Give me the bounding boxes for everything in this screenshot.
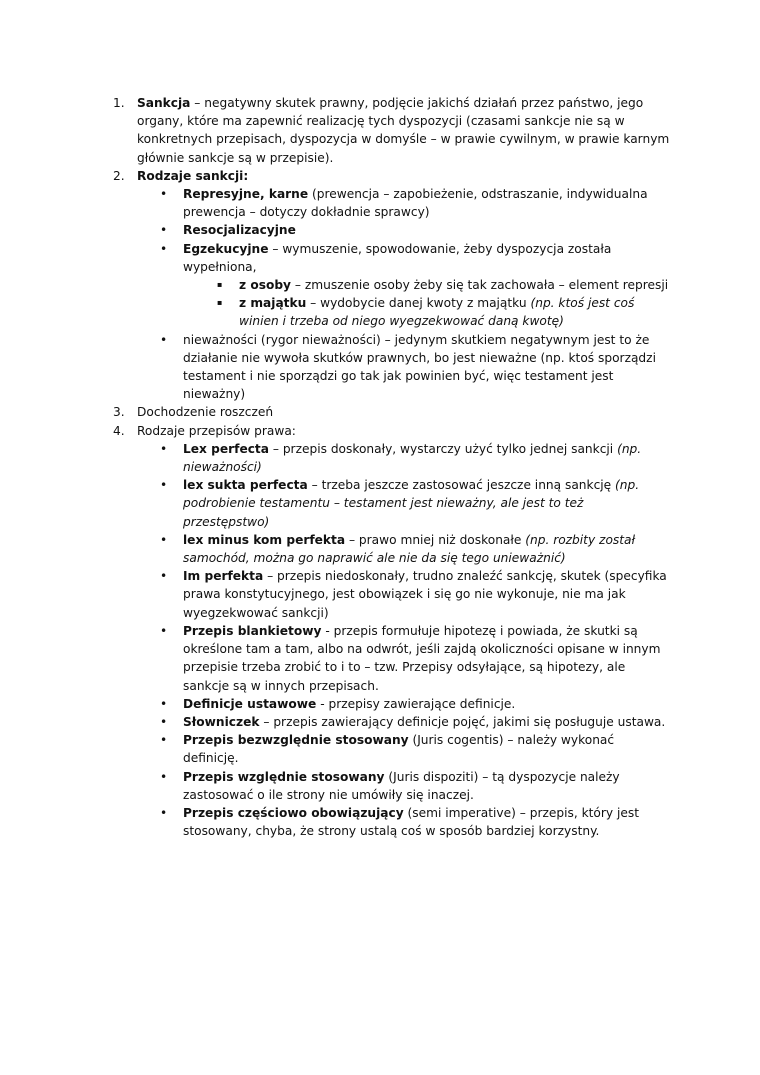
- item-number: 2.: [113, 168, 125, 183]
- bullet-body: [183, 804, 673, 840]
- bold-term: lex sukta perfecta: [183, 478, 308, 493]
- item-text: Rodzaje przepisów prawa:: [137, 423, 296, 438]
- bullet-item: [113, 531, 673, 567]
- square-bullet-item: [113, 294, 673, 330]
- bullet-body: [183, 713, 673, 731]
- item-text: – przepis niedoskonały, trudno znaleźć sankcję, skutek (specyfika prawa konstytucyjnego, jest obowiązek i się go nie wykonuje, nie ma jak wyegzekwować sankcji): [183, 569, 667, 620]
- bold-term: Lex perfecta: [183, 441, 269, 456]
- bullet-item: [113, 768, 673, 804]
- bullet-item: [113, 221, 673, 239]
- numbered-item: [113, 403, 673, 421]
- item-body: [137, 403, 673, 421]
- square-bullet-item: [113, 276, 673, 294]
- item-text: Dochodzenie roszczeń: [137, 405, 274, 420]
- item-text: - przepisy zawierające definicje.: [316, 696, 516, 711]
- bullet-marker: •: [160, 478, 168, 493]
- bullet-body: [183, 695, 673, 713]
- bold-term: Przepis bezwzględnie stosowany: [183, 733, 409, 748]
- bold-term: Im perfekta: [183, 569, 264, 584]
- bullet-marker: •: [160, 532, 168, 547]
- bullet-marker: •: [160, 441, 168, 456]
- square-bullet-body: [239, 294, 673, 330]
- bullet-body: [183, 531, 673, 567]
- item-text: (semi imperative) – przepis, który jest stosowany, chyba, że strony ustalą coś w sposób bardziej korzystny.: [183, 805, 639, 839]
- bold-term: Rodzaje sankcji:: [137, 168, 249, 183]
- bullet-body: [183, 476, 673, 531]
- bullet-body: [183, 240, 673, 276]
- italic-example: (np. ktoś jest coś winien i trzeba od niego wyegzekwować daną kwotę): [239, 296, 635, 329]
- bullet-marker: •: [160, 569, 168, 584]
- item-text: (Juris dispoziti) – tą dyspozycje należy zastosować o ile strony nie umówiły się inaczej.: [183, 769, 620, 802]
- item-number: 1.: [113, 96, 125, 110]
- bullet-marker: •: [160, 696, 168, 711]
- numbered-item: [113, 167, 673, 185]
- item-text: – przepis doskonały, wystarczy użyć tylko jednej sankcji: [268, 441, 618, 456]
- bullet-marker: •: [160, 623, 168, 638]
- item-text: (prewencja – zapobieżenie, odstraszanie, indywidualna prewencja – dotyczy dokładnie sprawcy): [183, 187, 648, 220]
- bullet-item: [113, 440, 673, 476]
- bullet-item: [113, 731, 673, 767]
- bold-term: z osoby: [239, 278, 292, 293]
- item-number: 4.: [113, 423, 125, 438]
- bullet-marker: •: [160, 187, 168, 202]
- bold-term: Sankcja: [137, 96, 191, 110]
- bold-term: Egzekucyjne: [183, 241, 269, 256]
- item-text: – zmuszenie osoby żeby się tak zachowała – element represji: [291, 278, 669, 293]
- bullet-marker: •: [160, 769, 168, 784]
- bullet-marker: •: [160, 223, 168, 238]
- item-text: nieważności (rygor nieważności) – jedynym skutkiem negatywnym jest to że działanie nie wywoła skutków prawnych, bo jest nieważne (np. ktoś sporządzi testament i nie sporządzi go tak jak powinien być, więc testament jest nieważny): [183, 332, 656, 402]
- bullet-item: [113, 804, 673, 840]
- item-text: (Juris cogentis) – należy wykonać definicję.: [183, 733, 615, 766]
- bullet-item: [113, 476, 673, 531]
- item-text: – wydobycie danej kwoty z majątku: [306, 296, 531, 311]
- square-bullet-marker: ▪: [217, 298, 223, 308]
- bullet-body: [183, 221, 673, 239]
- square-bullet-body: [239, 276, 673, 294]
- italic-example: (np. podrobienie testamentu – testament jest nieważny, ale jest to też przestępstwo): [183, 478, 640, 529]
- bold-term: Represyjne, karne: [183, 187, 309, 202]
- bullet-marker: •: [160, 332, 168, 347]
- bullet-marker: •: [160, 714, 168, 729]
- italic-example: (np. nieważności): [183, 441, 642, 475]
- bold-term: z majątku: [239, 296, 307, 311]
- bullet-body: [183, 185, 673, 221]
- bold-term: Resocjalizacyjne: [183, 223, 296, 238]
- bullet-item: [113, 185, 673, 221]
- numbered-item: [113, 94, 673, 167]
- bullet-item: [113, 713, 673, 731]
- bullet-body: [183, 440, 673, 476]
- bold-term: Definicje ustawowe: [183, 696, 317, 711]
- item-body: [137, 94, 673, 167]
- document-body: [113, 94, 673, 840]
- bullet-body: [183, 768, 673, 804]
- bold-term: Przepis względnie stosowany: [183, 769, 385, 784]
- item-text: – przepis zawierający definicje pojęć, jakimi się posługuje ustawa.: [259, 714, 666, 729]
- bullet-marker: •: [160, 733, 168, 748]
- bullet-marker: •: [160, 241, 168, 256]
- item-text: – trzeba jeszcze zastosować jeszcze inną sankcję: [307, 478, 616, 493]
- bullet-body: [183, 567, 673, 622]
- item-text: - przepis formułuje hipotezę i powiada, że skutki są określone tam a tam, albo na odwrót, jeśli zajdą okoliczności opisane w innym przepisie trzeba zrobić to i to – tzw. Przepisy odsyłające, są hipotezy, ale sankcje są w innych przepisach.: [183, 623, 661, 693]
- bullet-marker: •: [160, 805, 168, 820]
- bullet-body: [183, 622, 673, 695]
- bullet-item: [113, 622, 673, 695]
- item-body: [137, 167, 673, 185]
- bullet-item: [113, 695, 673, 713]
- item-number: 3.: [113, 405, 125, 420]
- numbered-item: [113, 422, 673, 440]
- bullet-body: [183, 331, 673, 404]
- bold-term: Przepis częściowo obowiązujący: [183, 805, 404, 820]
- bold-term: Słowniczek: [183, 714, 260, 729]
- bullet-item: [113, 240, 673, 276]
- italic-example: (np. rozbity został samochód, można go naprawić ale nie da się tego unieważnić): [183, 532, 635, 566]
- bullet-item: [113, 567, 673, 622]
- bold-term: lex minus kom perfekta: [183, 532, 346, 547]
- bullet-body: [183, 731, 673, 767]
- item-text: – prawo mniej niż doskonałe: [345, 532, 526, 547]
- bullet-item: [113, 331, 673, 404]
- item-body: [137, 422, 673, 440]
- item-text: – negatywny skutek prawny, podjęcie jakichś działań przez państwo, jego organy, które ma zapewnić realizację tych dyspozycji (czasami sankcje nie są w konkretnych przepisach, dyspozycja w domyśle – w prawie cywilnym, w prawie karnym głównie sankcje są w przepisie).: [137, 96, 670, 165]
- item-text: – wymuszenie, spowodowanie, żeby dyspozycja została wypełniona,: [183, 241, 612, 274]
- square-bullet-marker: ▪: [217, 280, 223, 290]
- bold-term: Przepis blankietowy: [183, 623, 322, 638]
